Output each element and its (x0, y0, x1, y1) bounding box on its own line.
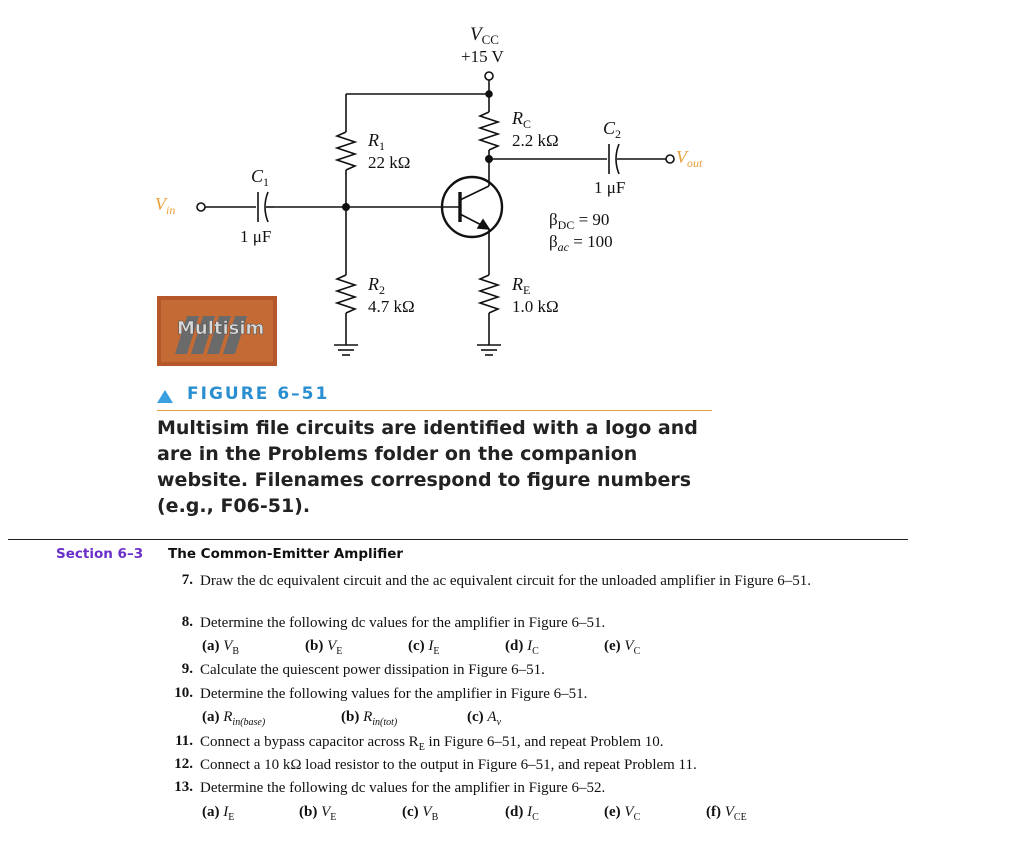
part-item: (b) $V_E$ (299, 804, 337, 823)
c1-label: $C_1$ (251, 166, 270, 189)
r2-value: 4.7 kΩ (368, 297, 415, 316)
vin-label: $V_{in}$ (155, 194, 176, 217)
r1-resistor (337, 132, 355, 170)
r2-resistor (337, 275, 355, 313)
problem-text: Calculate the quiescent power dissipation in Figure 6–51. (200, 662, 545, 678)
re-resistor (480, 275, 498, 313)
problem-number: 11. (175, 733, 193, 749)
triangle-icon (157, 390, 173, 403)
r1-value: 22 kΩ (368, 153, 411, 172)
problem-text: Draw the dc equivalent circuit and the ac equivalent circuit for the unloaded amplifier in Figure 6–51. (200, 573, 812, 589)
section-label: Section 6–3 (56, 546, 144, 562)
problem-number: 10. (174, 685, 193, 701)
part-item: (d) $I_C$ (505, 638, 539, 657)
re-value: 1.0 kΩ (512, 297, 559, 316)
part-item: (a) $V_B$ (202, 638, 240, 657)
problem-number: 12. (174, 756, 193, 772)
problem-text: Determine the following dc values for the amplifier in Figure 6–52. (200, 780, 606, 796)
problem-text: Connect a bypass capacitor across $R_E$ in Figure 6–51, and repeat Problem 10. (200, 734, 664, 753)
problem-number: 8. (181, 614, 193, 630)
c1-value: 1 μF (240, 227, 272, 246)
part-item: (c) $A_v$ (467, 709, 502, 728)
vcc-value: +15 V (461, 47, 504, 66)
vcc-label: $V_{CC}$ (470, 24, 499, 47)
c2-label: $C_2$ (603, 118, 622, 141)
rc-resistor (480, 112, 498, 150)
ground-symbol (477, 345, 501, 355)
rc-value: 2.2 kΩ (512, 131, 559, 150)
part-item: (c) $V_B$ (402, 804, 439, 823)
section-divider (8, 539, 908, 540)
multisim-logo (157, 296, 277, 366)
svg-text:Multisim: Multisim (177, 318, 265, 339)
problem-number: 9. (181, 661, 193, 677)
part-item: (e) $V_C$ (604, 638, 641, 657)
part-item: (f) $V_{CE}$ (706, 804, 747, 823)
problem-number: 13. (174, 779, 193, 795)
vin-terminal (197, 203, 205, 211)
problem-number: 7. (181, 572, 193, 588)
section-title: The Common-Emitter Amplifier (168, 546, 404, 562)
beta-dc-label: $\beta_{DC} = 90$ (549, 210, 610, 232)
figure-label: FIGURE 6–51 (187, 384, 330, 404)
part-item: (b) $R_{in(tot)}$ (341, 709, 398, 728)
vcc-terminal (485, 72, 493, 80)
r2-label: $R_2$ (368, 274, 385, 297)
problem-text: Determine the following values for the amplifier in Figure 6–51. (200, 686, 588, 702)
circuit-schematic (0, 0, 1024, 380)
rc-label: $R_C$ (512, 108, 532, 131)
figure-heading (157, 384, 712, 411)
figure-caption: Multisim file circuits are identified with a logo and are in the Problems folder on the companion website. Filenames correspond to figure numbers (e.g., F06-51). (157, 417, 698, 517)
c2-value: 1 μF (594, 178, 626, 197)
part-item: (c) $I_E$ (408, 638, 440, 657)
problem-text: Connect a 10 kΩ load resistor to the output in Figure 6–51, and repeat Problem 11. (200, 757, 697, 773)
r1-label: $R_1$ (368, 130, 385, 153)
problem-text: Determine the following dc values for the amplifier in Figure 6–51. (200, 615, 606, 631)
vout-terminal (666, 155, 674, 163)
part-item: (a) $I_E$ (202, 804, 235, 823)
re-label: $R_E$ (512, 274, 531, 297)
vout-label: $V_{out}$ (676, 147, 703, 170)
part-item: (e) $V_C$ (604, 804, 641, 823)
npn-transistor (442, 177, 502, 237)
beta-ac-label: $\beta_{ac} = 100$ (549, 232, 613, 254)
ground-symbol (334, 345, 358, 355)
part-item: (d) $I_C$ (505, 804, 539, 823)
part-item: (b) $V_E$ (305, 638, 343, 657)
part-item: (a) $R_{in(base)}$ (202, 709, 266, 728)
